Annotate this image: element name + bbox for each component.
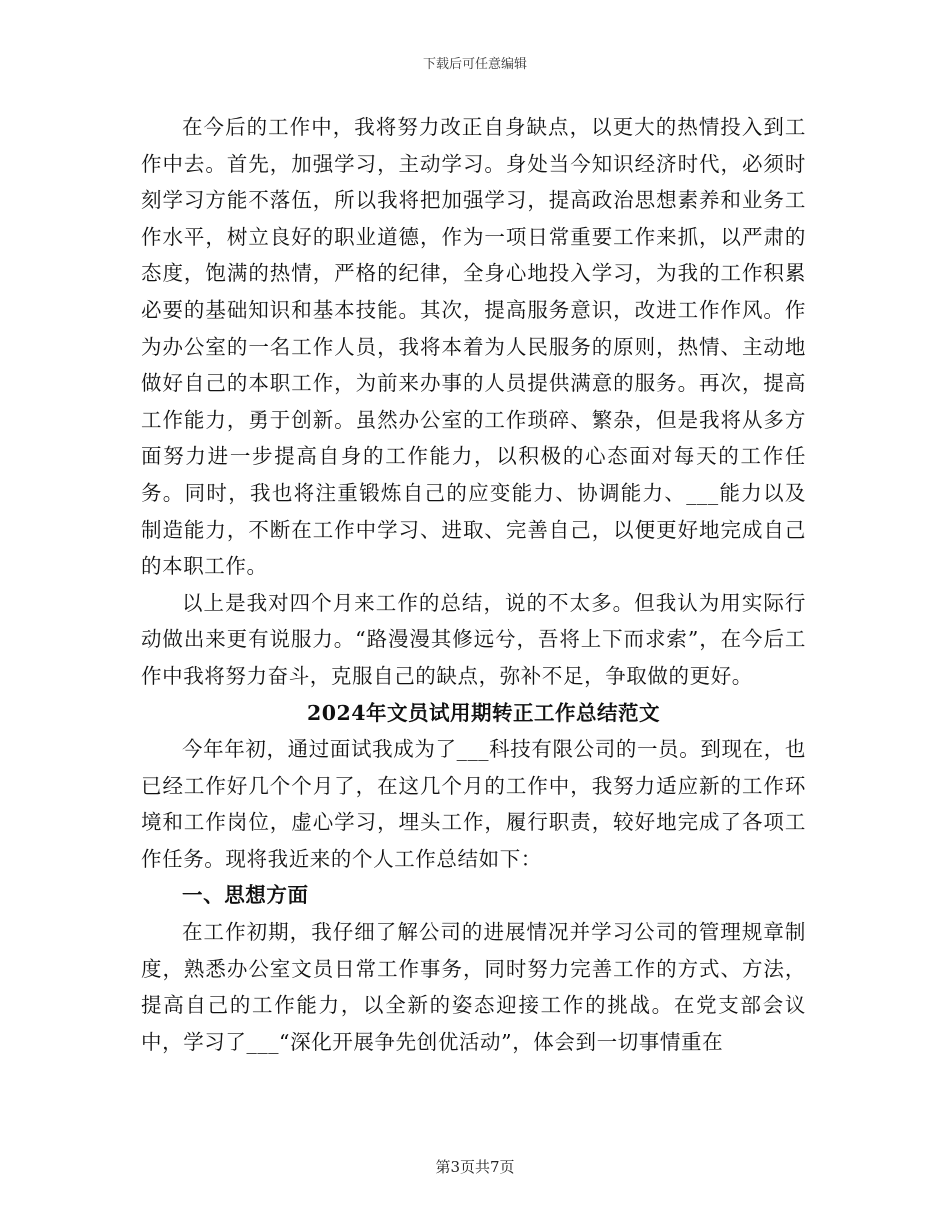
paragraph-ideology: 在工作初期，我仔细了解公司的进展情况并学习公司的管理规章制度，熟悉办公室文员日常工作事务，同时努力完善工作的方式、方法，提高自己的工作能力，以全新的姿态迎接工作的挑战。在党支部会议中，学习了___“深化开展争先创优活动”，体会到一切事情重在 bbox=[141, 920, 806, 1054]
section-heading-ideology: 一、思想方面 bbox=[182, 883, 309, 908]
document-body bbox=[141, 109, 806, 1060]
page-header: 下载后可任意编辑 bbox=[422, 57, 527, 72]
paragraph-introduction: 今年年初，通过面试我成为了___科技有限公司的一员。到现在，也已经工作好几个个月了，在这几个月的工作中，我努力适应新的工作环境和工作岗位，虚心学习，埋头工作，履行职责，较好地完成了各项工作任务。现将我近来的个人工作总结如下： bbox=[141, 737, 806, 871]
paragraph-conclusion: 以上是我对四个月来工作的总结，说的不太多。但我认为用实际行动做出来更有说服力。“路漫漫其修远兮，吾将上下而求索”，在今后工作中我将努力奋斗，克服自己的缺点，弥补不足，争取做的更好。 bbox=[141, 590, 806, 688]
document-title: 2024年文员试用期转正工作总结范文 bbox=[306, 700, 661, 725]
paragraph-work-improvement: 在今后的工作中，我将努力改正自身缺点，以更大的热情投入到工作中去。首先，加强学习，主动学习。身处当今知识经济时代，必须时刻学习方能不落伍，所以我将把加强学习，提高政治思想素养和业务工作水平，树立良好的职业道德，作为一项日常重要工作来抓，以严肃的态度，饱满的热情，严格的纪律，全身心地投入学习，为我的工作积累必要的基础知识和基本技能。其次，提高服务意识，改进工作作风。作为办公室的一名工作人员，我将本着为人民服务的原则，热情、主动地做好自己的本职工作，为前来办事的人员提供满意的服务。再次，提高工作能力，勇于创新。虽然办公室的工作琐碎、繁杂，但是我将从多方面努力进一步提高自身的工作能力，以积极的心态面对每天的工作任务。同时，我也将注重锻炼自己的应变能力、协调能力、___能力以及制造能力，不断在工作中学习、进取、完善自己，以便更好地完成自己的本职工作。 bbox=[141, 115, 806, 579]
page-number: 第3页共7页 bbox=[435, 1158, 515, 1176]
